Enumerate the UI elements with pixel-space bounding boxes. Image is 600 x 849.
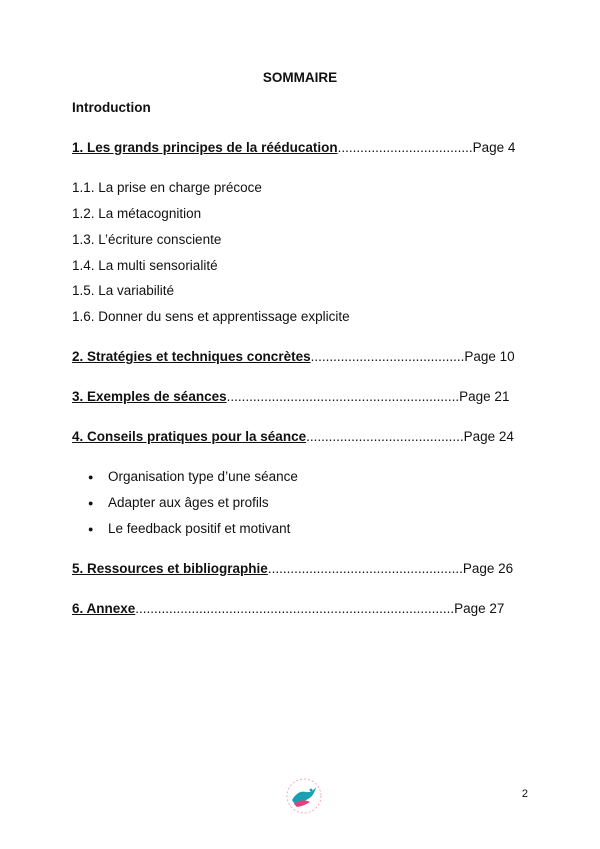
bullet-text: Le feedback positif et motivant	[108, 521, 291, 536]
toc-page-ref: Page 21	[459, 389, 510, 404]
toc-entry-1[interactable]	[72, 139, 515, 157]
toc-subentry: 1.4. La multi sensorialité	[72, 258, 218, 273]
toc-entry-2[interactable]	[72, 348, 515, 366]
bullet-item	[88, 494, 269, 512]
toc-leaders: ....................................	[337, 140, 473, 155]
bullet-item	[88, 468, 298, 486]
toc-page-ref: Page 27	[454, 601, 505, 616]
toc-entry-4[interactable]	[72, 428, 514, 446]
toc-entry-6[interactable]	[72, 600, 504, 618]
bullet-icon: ●	[88, 472, 94, 483]
toc-page-ref: Page 26	[462, 561, 514, 576]
bird-logo-icon	[284, 776, 324, 816]
toc-subentry: 1.5. La variabilité	[72, 283, 175, 298]
toc-page-ref: Page 10	[464, 349, 515, 364]
toc-entry-title: 4. Conseils pratiques pour la séance	[72, 429, 307, 444]
toc-leaders: ..............................................................	[226, 389, 460, 404]
page-title: SOMMAIRE	[262, 70, 338, 85]
toc-subentry: 1.6. Donner du sens et apprentissage explicite	[72, 309, 350, 324]
page-number: 2	[521, 788, 528, 800]
toc-leaders: ....................................................	[267, 561, 463, 576]
toc-page-ref: Page 4	[472, 140, 516, 155]
toc-subentry: 1.3. L’écriture consciente	[72, 232, 222, 247]
toc-entry-3[interactable]	[72, 388, 509, 406]
bullet-text: Adapter aux âges et profils	[108, 495, 269, 510]
introduction-heading: Introduction	[72, 100, 151, 115]
bullet-icon: ●	[88, 498, 94, 509]
toc-subentry: 1.2. La métacognition	[72, 206, 202, 221]
bullet-text: Organisation type d’une séance	[108, 469, 298, 484]
toc-entry-title: 5. Ressources et bibliographie	[72, 561, 268, 576]
toc-page-ref: Page 24	[463, 429, 514, 444]
toc-leaders: .........................................	[310, 349, 465, 364]
toc-entry-title: 1. Les grands principes de la rééducation	[72, 140, 338, 155]
toc-entry-5[interactable]	[72, 560, 513, 578]
toc-entry-title: 6. Annexe	[72, 601, 136, 616]
toc-leaders: ..........................................	[306, 429, 464, 444]
bullet-item	[88, 520, 290, 538]
bullet-icon: ●	[88, 524, 94, 535]
toc-entry-title: 3. Exemples de séances	[72, 389, 227, 404]
toc-entry-title: 2. Stratégies et techniques concrètes	[72, 349, 311, 364]
toc-subentry: 1.1. La prise en charge précoce	[72, 180, 262, 195]
toc-leaders: .....................................................................................	[135, 601, 455, 616]
